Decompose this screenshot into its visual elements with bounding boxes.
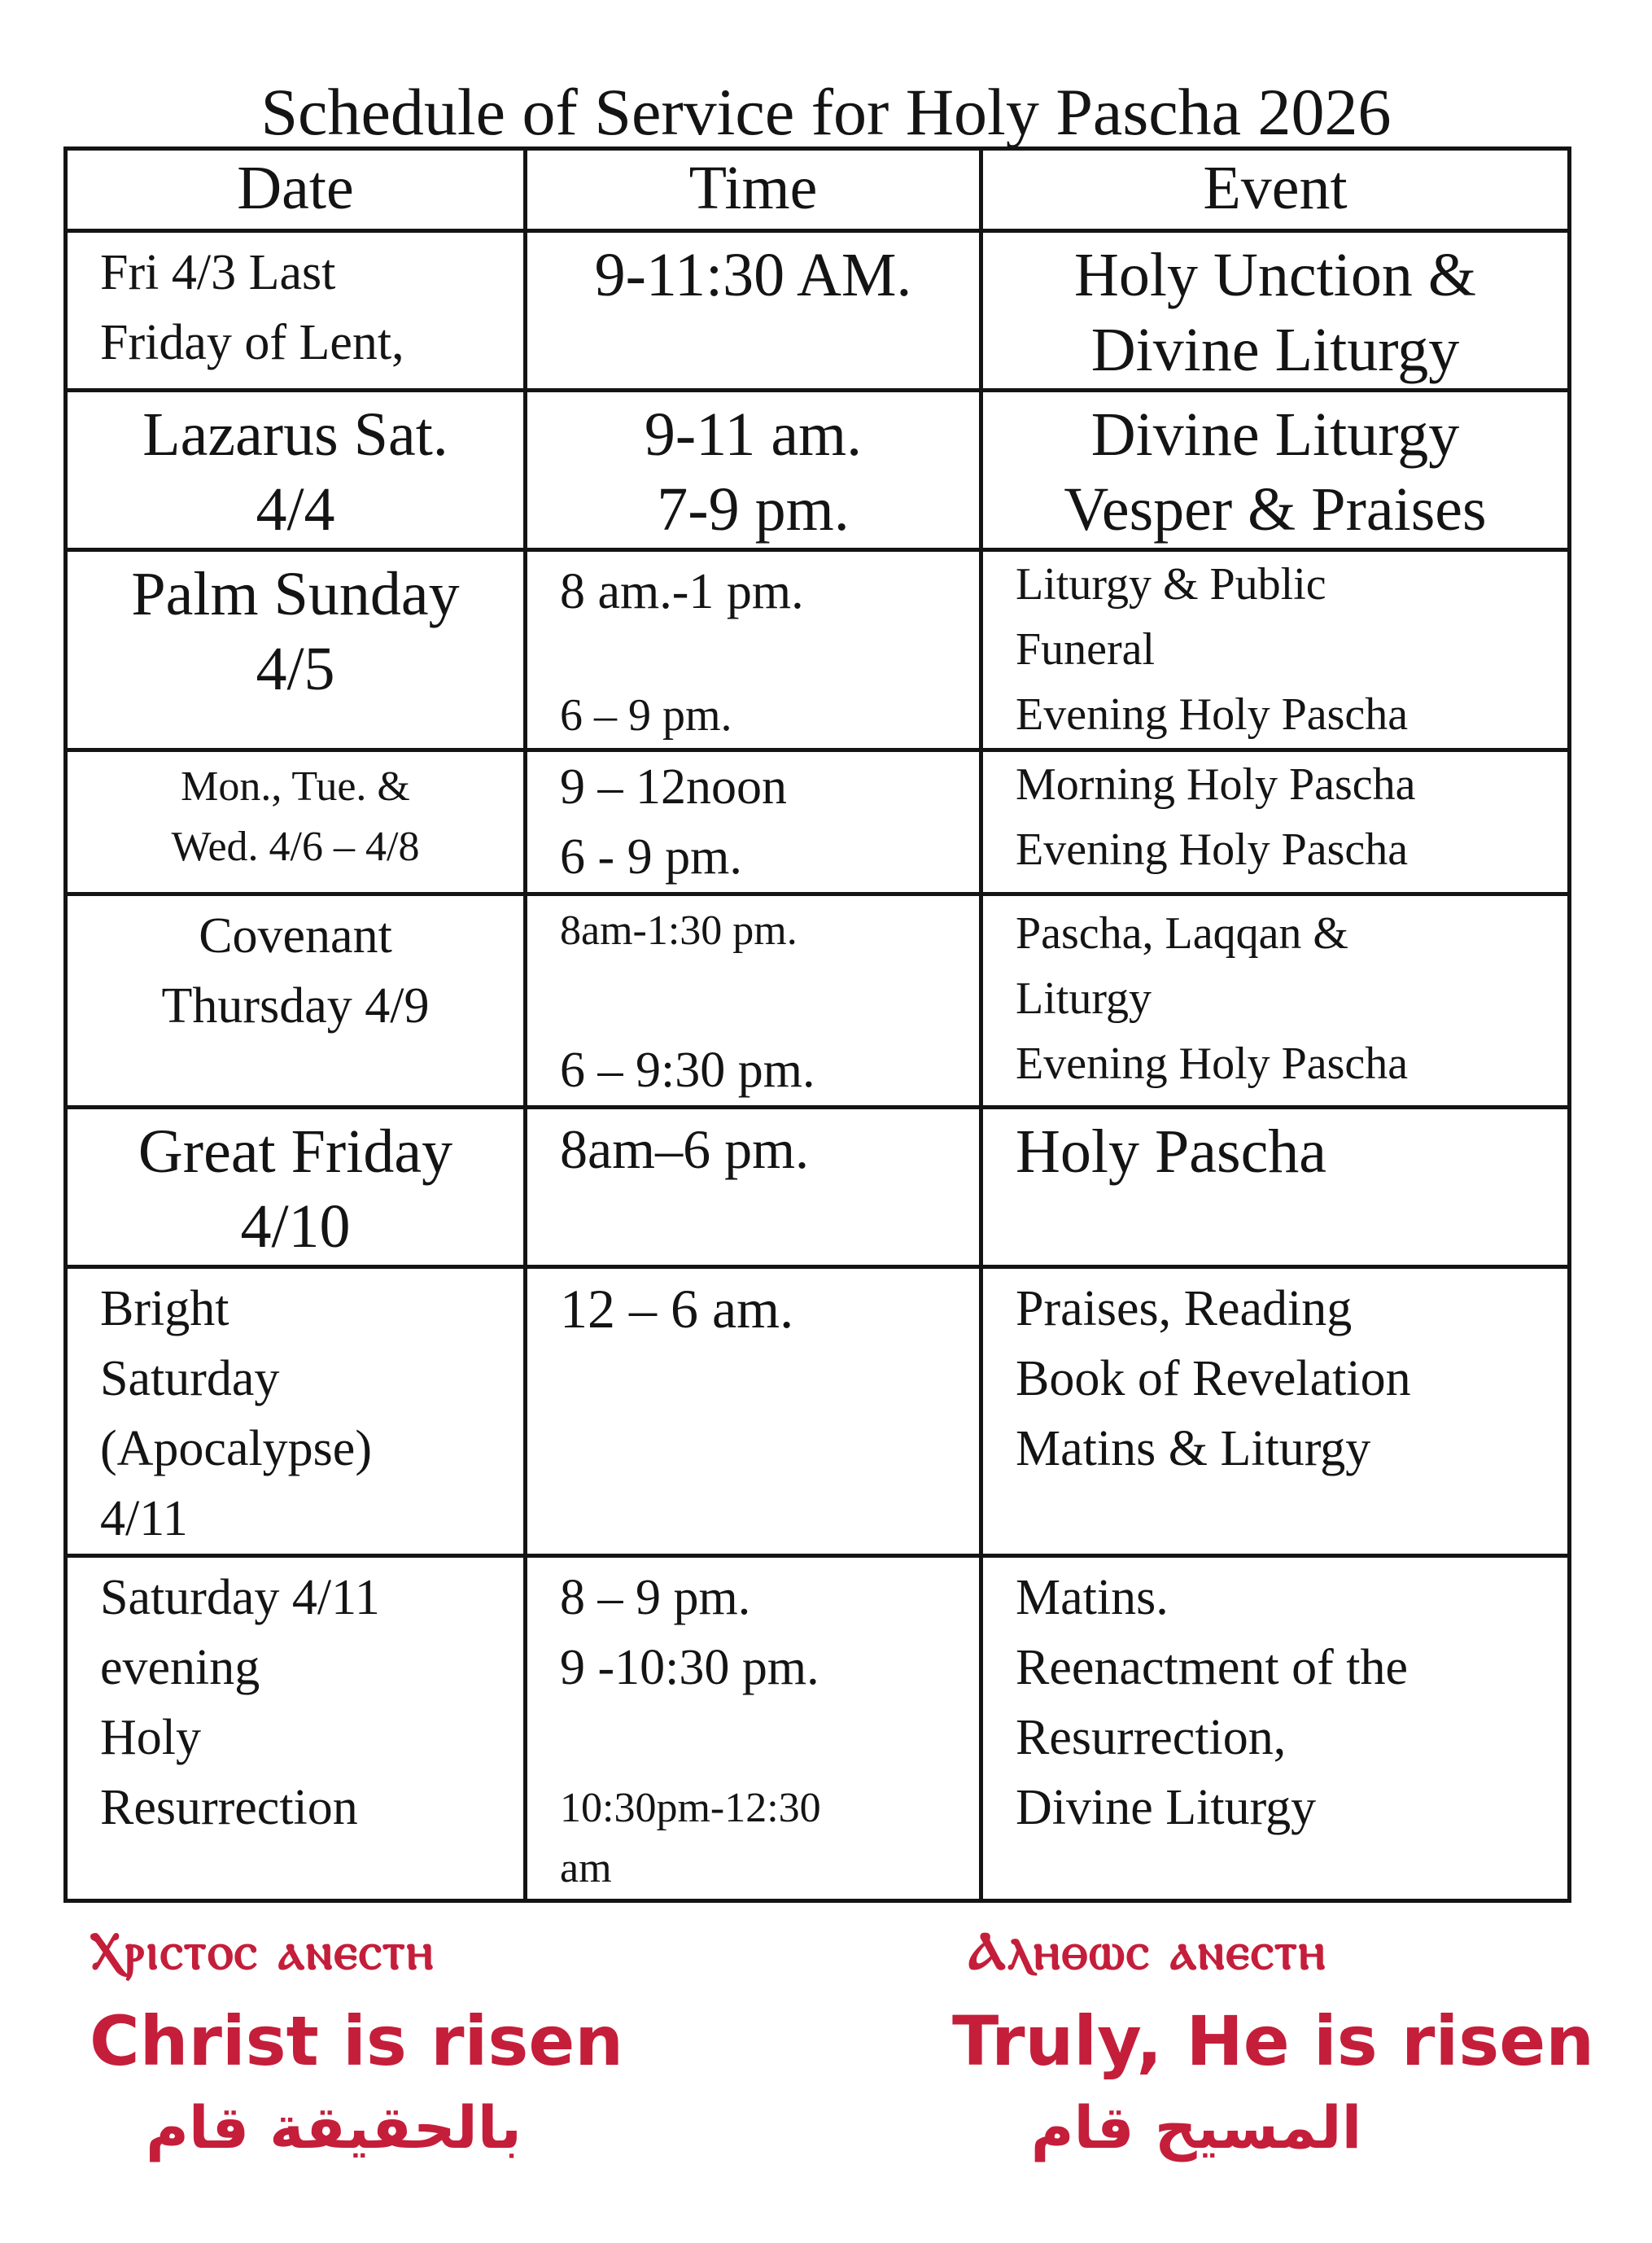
coptic-truly-risen: Ⲁⲗⲏⲑⲱⲥ ⲁⲛⲉⲥⲧⲏ (968, 1922, 1327, 1982)
table-row (66, 1267, 1570, 1556)
time-line: am (560, 1845, 612, 1891)
event-cell (981, 1267, 1570, 1556)
table-row (66, 391, 1570, 550)
arabic-christ-is-risen: المسيح قام (1030, 2093, 1362, 2162)
time-cell (526, 1556, 981, 1901)
date-cell (66, 1556, 526, 1901)
event-line: Divine Liturgy (1016, 1780, 1317, 1835)
header-row (66, 149, 1570, 231)
time-cell (526, 1267, 981, 1556)
date-line: Mon., Tue. & (181, 763, 410, 810)
time-line: 6 – 9 pm. (560, 690, 732, 741)
event-line: Funeral (1016, 624, 1156, 675)
date-cell (66, 231, 526, 391)
time-line: 9-11:30 AM. (594, 241, 912, 309)
date-line: Wed. 4/6 – 4/8 (171, 824, 420, 870)
date-cell (66, 894, 526, 1108)
date-line: 4/5 (256, 635, 335, 703)
date-line: 4/11 (100, 1491, 188, 1546)
date-line: Resurrection (100, 1780, 358, 1835)
date-cell (66, 1108, 526, 1267)
english-truly-he-is-risen: Truly, He is risen (952, 2001, 1595, 2081)
date-line: Great Friday (138, 1117, 453, 1186)
event-cell (981, 550, 1570, 750)
event-cell (981, 231, 1570, 391)
date-line: Saturday (100, 1351, 280, 1406)
date-cell (66, 391, 526, 550)
event-line: Divine Liturgy (1090, 316, 1460, 384)
date-line: (Apocalypse) (100, 1421, 372, 1476)
date-line: 4/4 (256, 475, 335, 544)
table-row (66, 750, 1570, 894)
date-line: evening (100, 1640, 260, 1695)
table-row (66, 1556, 1570, 1901)
table-row (66, 1108, 1570, 1267)
event-line: Vesper & Praises (1064, 475, 1487, 544)
event-line: Matins & Liturgy (1016, 1421, 1371, 1476)
header-time: Time (526, 149, 981, 231)
date-line: Friday of Lent, (100, 315, 404, 370)
time-cell (526, 750, 981, 894)
date-cell (66, 550, 526, 750)
page-title: Schedule of Service for Holy Pascha 2026 (260, 75, 1392, 149)
date-line: Fri 4/3 Last (100, 245, 336, 300)
event-line: Liturgy & Public (1016, 559, 1326, 610)
time-cell (526, 894, 981, 1108)
date-line: Saturday 4/11 (100, 1570, 380, 1625)
time-line: 9 – 12noon (560, 759, 787, 815)
time-line: 9-11 am. (644, 400, 863, 469)
arabic-truly-risen: بالحقيقة قام (146, 2093, 522, 2162)
time-line: 10:30pm-12:30 (560, 1785, 821, 1831)
date-line: Thursday 4/9 (161, 978, 430, 1034)
event-cell (981, 1556, 1570, 1901)
event-line: Resurrection, (1016, 1710, 1287, 1765)
date-line: Palm Sunday (131, 560, 460, 628)
event-line: Holy Unction & (1074, 241, 1476, 309)
time-line: 6 - 9 pm. (560, 829, 742, 885)
header-event: Event (981, 149, 1570, 231)
date-line: Bright (100, 1281, 229, 1336)
event-line: Evening Holy Pascha (1016, 1038, 1409, 1089)
time-line: 6 – 9:30 pm. (560, 1043, 815, 1098)
time-line: 8 am.-1 pm. (560, 564, 804, 619)
time-cell (526, 231, 981, 391)
header-date: Date (66, 149, 526, 231)
event-line: Matins. (1016, 1570, 1169, 1625)
english-christ-is-risen: Christ is risen (90, 2001, 624, 2081)
event-line: Praises, Reading (1016, 1281, 1353, 1336)
footer-right (952, 1919, 1603, 2166)
event-cell (981, 750, 1570, 894)
event-cell (981, 894, 1570, 1108)
event-line: Liturgy (1016, 973, 1152, 1024)
date-cell (66, 750, 526, 894)
event-cell (981, 1108, 1570, 1267)
date-cell (66, 1267, 526, 1556)
time-line: 8am-1:30 pm. (560, 907, 798, 954)
time-line: 12 – 6 am. (560, 1278, 794, 1340)
event-line: Pascha, Laqqan & (1016, 908, 1348, 959)
table-row (66, 894, 1570, 1108)
date-line: Lazarus Sat. (142, 400, 448, 469)
footer-left (90, 1919, 741, 2166)
time-line: 8am–6 pm. (560, 1118, 809, 1180)
date-line: 4/10 (240, 1192, 351, 1261)
time-cell (526, 1108, 981, 1267)
event-line: Book of Revelation (1016, 1351, 1411, 1406)
time-line: 7-9 pm. (657, 475, 850, 544)
time-cell (526, 391, 981, 550)
event-line: Evening Holy Pascha (1016, 824, 1409, 875)
schedule-table (63, 146, 1571, 1903)
event-line: Morning Holy Pascha (1016, 759, 1416, 810)
event-line: Evening Holy Pascha (1016, 689, 1409, 740)
time-line: 8 – 9 pm. (560, 1570, 751, 1625)
time-line: 9 -10:30 pm. (560, 1640, 819, 1695)
event-line: Holy Pascha (1016, 1117, 1327, 1186)
coptic-christ-is-risen: Ⲭⲣⲓⲥⲧⲟⲥ ⲁⲛⲉⲥⲧⲏ (90, 1922, 435, 1982)
date-line: Covenant (199, 908, 392, 964)
date-line: Holy (100, 1710, 201, 1765)
time-cell (526, 550, 981, 750)
event-line: Reenactment of the (1016, 1640, 1409, 1695)
table-row (66, 550, 1570, 750)
event-cell (981, 391, 1570, 550)
table-row (66, 231, 1570, 391)
event-line: Divine Liturgy (1090, 400, 1460, 469)
